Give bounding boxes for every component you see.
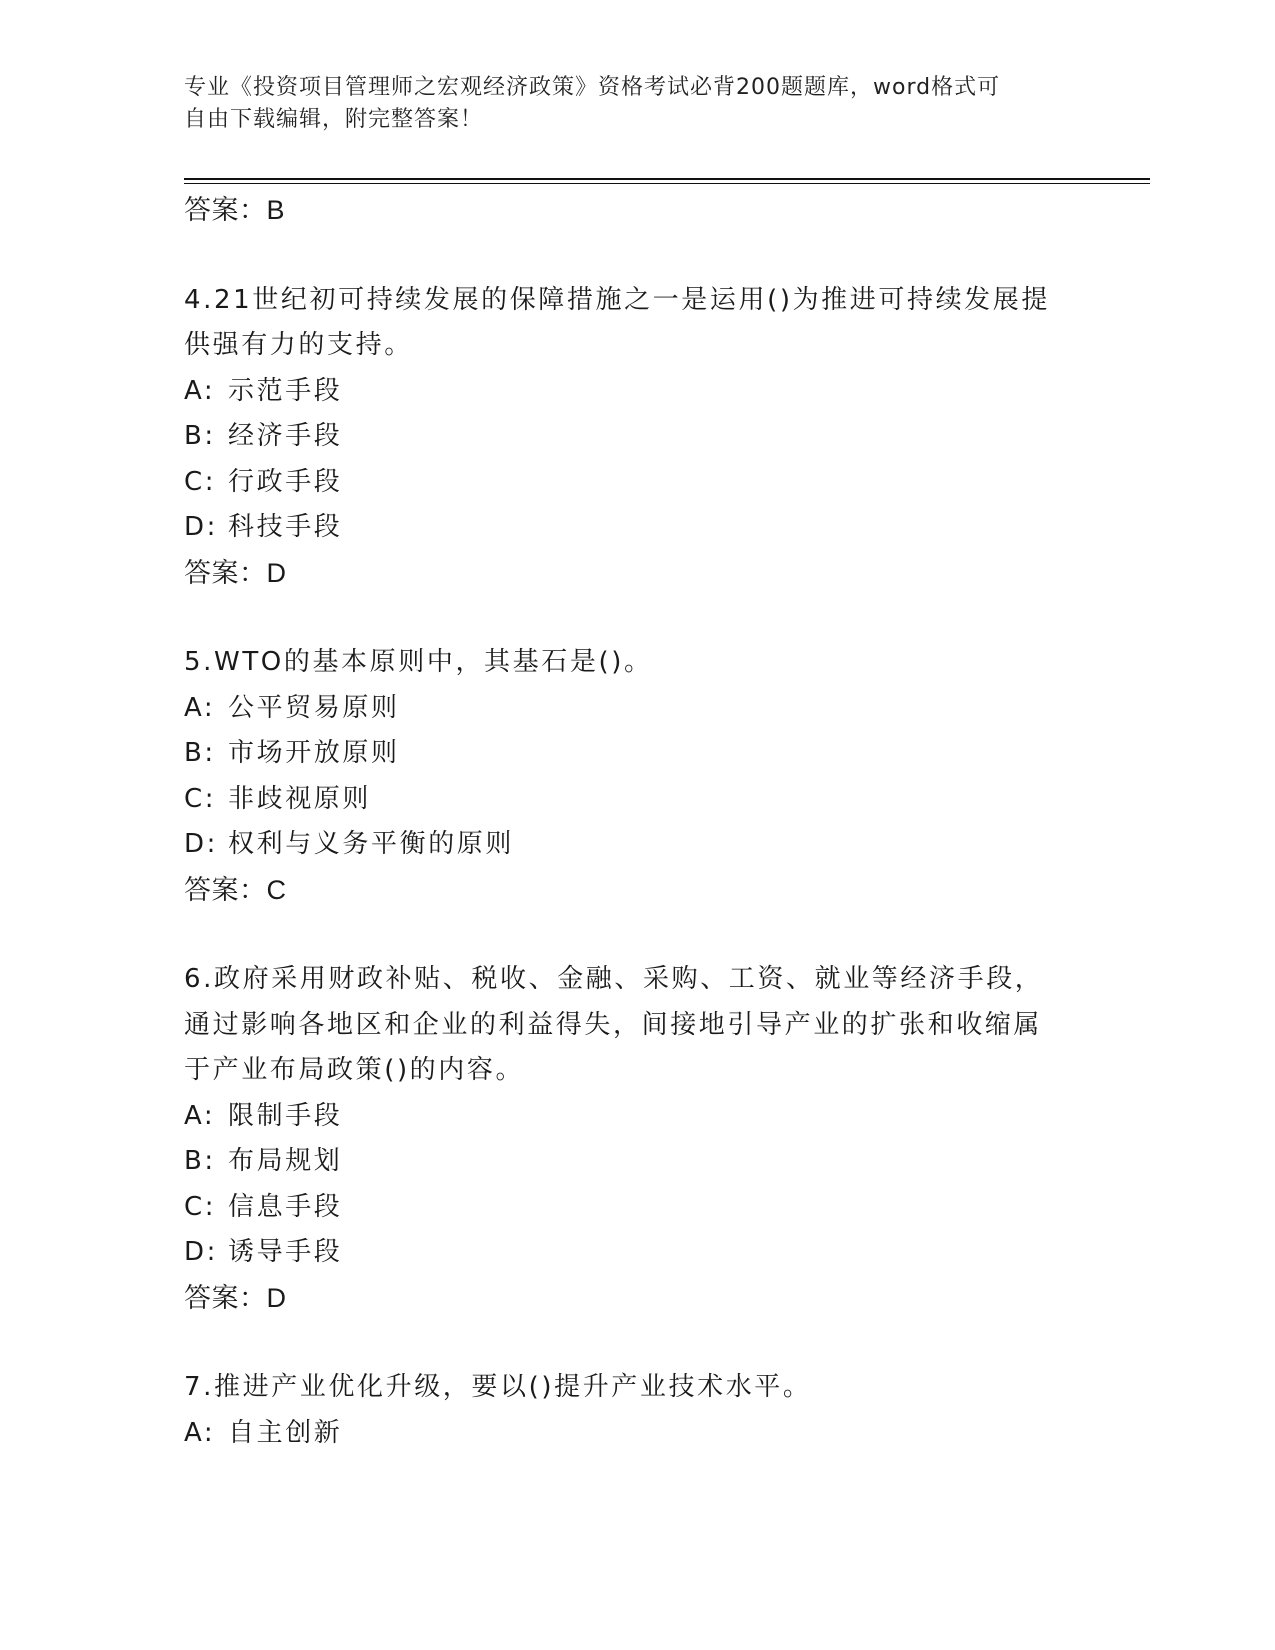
option-key: B: bbox=[184, 421, 216, 451]
option-c bbox=[184, 1185, 1104, 1231]
option-key: B: bbox=[184, 1146, 216, 1176]
option-text: 诱导手段 bbox=[228, 1237, 343, 1267]
option-text: 市场开放原则 bbox=[228, 738, 400, 768]
option-text: 示范手段 bbox=[228, 375, 343, 406]
option-key: A: bbox=[184, 692, 216, 723]
question-text-line: 4.21世纪初可持续发展的保障措施之一是运用()为推进可持续发展提 bbox=[184, 284, 1050, 315]
answer-line: 答案：B bbox=[184, 195, 286, 225]
question-item bbox=[184, 1365, 1104, 1456]
option-text: 行政手段 bbox=[228, 466, 343, 497]
question-text-line: 于产业布局政策()的内容。 bbox=[184, 1055, 525, 1085]
option-a bbox=[184, 1411, 1104, 1457]
option-d bbox=[184, 1230, 1104, 1276]
question-item bbox=[184, 278, 1104, 597]
option-key: C: bbox=[184, 466, 217, 497]
answer-line: 答案：D bbox=[184, 1282, 287, 1313]
option-text: 权利与义务平衡的原则 bbox=[228, 829, 515, 859]
option-text: 科技手段 bbox=[228, 512, 343, 542]
option-key: A: bbox=[184, 1100, 216, 1131]
option-b bbox=[184, 414, 1104, 460]
option-d bbox=[184, 822, 1104, 868]
option-b bbox=[184, 731, 1104, 777]
question-item bbox=[184, 957, 1104, 1321]
option-text: 自主创新 bbox=[228, 1417, 343, 1448]
option-text: 信息手段 bbox=[228, 1191, 343, 1222]
option-key: B: bbox=[184, 738, 216, 768]
question-text-line: 供强有力的支持。 bbox=[184, 330, 413, 360]
option-text: 布局规划 bbox=[228, 1146, 343, 1176]
header-divider-thin bbox=[184, 183, 1150, 184]
option-key: D: bbox=[184, 512, 218, 542]
option-key: A: bbox=[184, 1417, 216, 1448]
option-key: A: bbox=[184, 375, 216, 406]
option-a bbox=[184, 686, 1104, 732]
question-item bbox=[184, 640, 1104, 913]
document-header bbox=[184, 72, 1084, 136]
option-text: 公平贸易原则 bbox=[228, 692, 400, 723]
answer-line: 答案：C bbox=[184, 874, 287, 905]
option-c bbox=[184, 460, 1104, 506]
option-c bbox=[184, 777, 1104, 823]
question-text-line: 6.政府采用财政补贴、税收、金融、采购、工资、就业等经济手段， bbox=[184, 964, 1044, 994]
question-text-line: 通过影响各地区和企业的利益得失，间接地引导产业的扩张和收缩属 bbox=[184, 1009, 1043, 1040]
option-text: 非歧视原则 bbox=[228, 783, 372, 814]
option-text: 经济手段 bbox=[228, 421, 343, 451]
question-text-line: 7.推进产业优化升级，要以()提升产业技术水平。 bbox=[184, 1372, 812, 1402]
option-key: C: bbox=[184, 783, 217, 814]
option-key: D: bbox=[184, 1237, 218, 1267]
option-b bbox=[184, 1139, 1104, 1185]
option-text: 限制手段 bbox=[228, 1100, 343, 1131]
option-d bbox=[184, 505, 1104, 551]
answer-line: 答案：D bbox=[184, 557, 287, 588]
option-a bbox=[184, 1094, 1104, 1140]
option-key: D: bbox=[184, 829, 218, 859]
header-line-2: 自由下载编辑，附完整答案！ bbox=[184, 107, 484, 132]
question-list bbox=[184, 188, 1104, 1456]
option-a bbox=[184, 369, 1104, 415]
header-divider-thick bbox=[184, 178, 1150, 180]
header-line-1: 专业《投资项目管理师之宏观经济政策》资格考试必背200题题库，word格式可 bbox=[184, 75, 1001, 100]
question-text-line: 5.WTO的基本原则中，其基石是()。 bbox=[184, 647, 653, 677]
option-key: C: bbox=[184, 1191, 217, 1222]
